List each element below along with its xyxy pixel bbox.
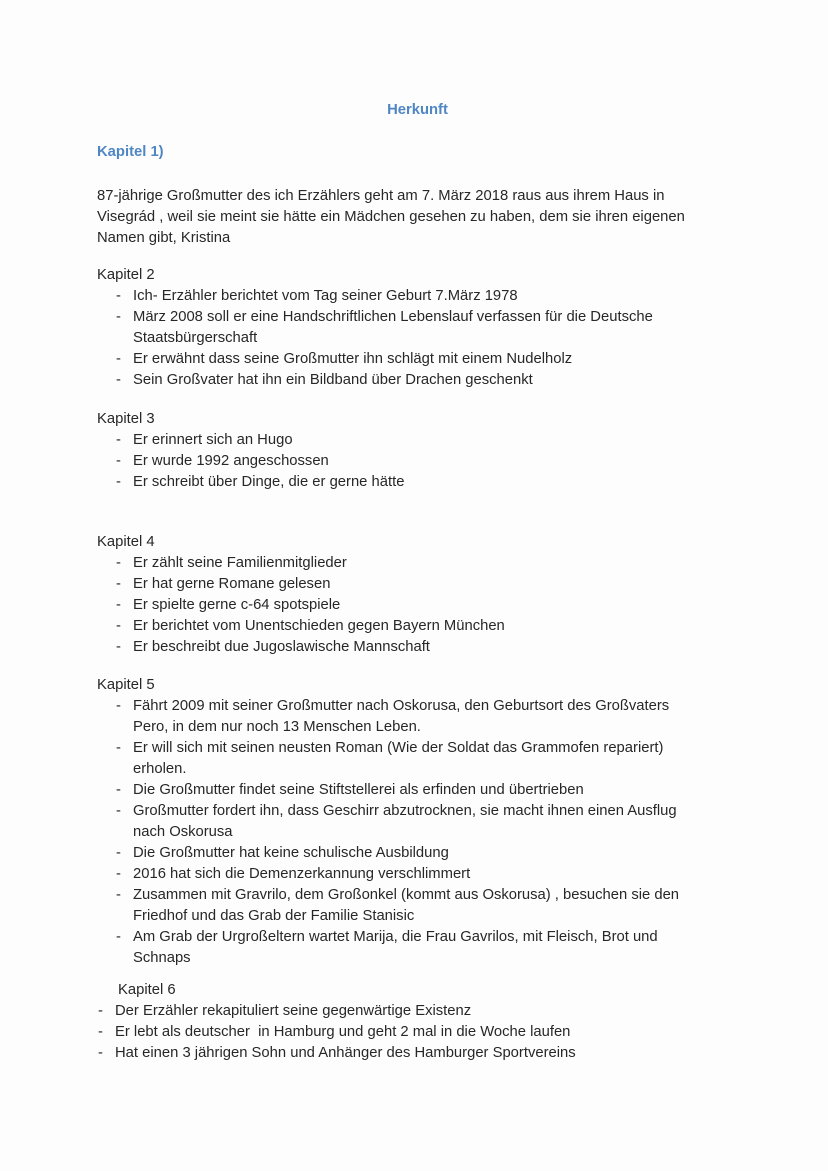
bullet-text xyxy=(133,553,738,574)
bullet-dash: - xyxy=(98,1024,103,1040)
bullet-text xyxy=(115,1043,738,1064)
bullet-dash: - xyxy=(98,1045,103,1061)
bullet-line: Ich- Erzähler berichtet vom Tag seiner Geburt 7.März 1978 xyxy=(133,288,518,304)
bullet-line: Sein Großvater hat ihn ein Bildband über Drachen geschenkt xyxy=(133,372,533,388)
bullet-text xyxy=(133,307,738,349)
bullet-text xyxy=(133,286,738,307)
bullet-text xyxy=(115,1001,738,1022)
bullet-list xyxy=(97,553,738,658)
bullet-item xyxy=(116,451,738,472)
bullet-text xyxy=(133,574,738,595)
bullet-line: Zusammen mit Gravrilo, dem Großonkel (kommt aus Oskorusa) , besuchen sie den xyxy=(133,887,680,903)
paragraph xyxy=(97,186,738,249)
section-kapitel-4 xyxy=(97,532,738,658)
bullet-line: Er wurde 1992 angeschossen xyxy=(133,453,329,469)
bullet-dash: - xyxy=(116,803,121,819)
bullet-item xyxy=(116,370,738,391)
bullet-item xyxy=(116,801,738,843)
bullet-line: nach Oskorusa xyxy=(133,824,233,840)
bullet-item xyxy=(116,595,738,616)
bullet-text xyxy=(133,843,738,864)
bullet-text xyxy=(133,349,738,370)
bullet-item xyxy=(116,574,738,595)
bullet-text xyxy=(133,472,738,493)
section-heading: Kapitel 4 xyxy=(97,534,155,550)
bullet-line: März 2008 soll er eine Handschriftlichen Lebenslauf verfassen für die Deutsche xyxy=(133,309,653,325)
doc-title: Herkunft xyxy=(387,102,448,118)
bullet-line: Er schreibt über Dinge, die er gerne hätte xyxy=(133,474,405,490)
bullet-dash: - xyxy=(116,740,121,756)
bullet-line: Er lebt als deutscher in Hamburg und geht 2 mal in die Woche laufen xyxy=(115,1024,571,1040)
bullet-item xyxy=(116,553,738,574)
bullet-dash: - xyxy=(116,929,121,945)
bullet-text xyxy=(133,864,738,885)
bullet-line: Er will sich mit seinen neusten Roman (Wie der Soldat das Grammofen repariert) xyxy=(133,740,664,756)
bullet-dash: - xyxy=(116,288,121,304)
bullet-dash: - xyxy=(116,845,121,861)
bullet-dash: - xyxy=(116,639,121,655)
bullet-item xyxy=(116,927,738,969)
section-heading: Kapitel 3 xyxy=(97,411,155,427)
bullet-item xyxy=(116,696,738,738)
bullet-dash: - xyxy=(98,1003,103,1019)
bullet-text xyxy=(133,451,738,472)
bullet-item xyxy=(116,780,738,801)
bullet-item xyxy=(98,1001,738,1022)
bullet-line: Er zählt seine Familienmitglieder xyxy=(133,555,347,571)
bullet-text xyxy=(133,801,738,843)
bullet-dash: - xyxy=(116,887,121,903)
bullet-dash: - xyxy=(116,453,121,469)
paragraph-line: Visegrád , weil sie meint sie hätte ein Mädchen gesehen zu haben, dem sie ihren eigenen xyxy=(97,209,685,225)
bullet-dash: - xyxy=(116,555,121,571)
section-kapitel-1 xyxy=(97,142,738,249)
bullet-item xyxy=(116,637,738,658)
bullet-text xyxy=(133,370,738,391)
bullet-item xyxy=(116,738,738,780)
bullet-dash: - xyxy=(116,576,121,592)
bullet-dash: - xyxy=(116,618,121,634)
bullet-item xyxy=(116,864,738,885)
section-kapitel-2 xyxy=(97,265,738,391)
bullet-item xyxy=(116,349,738,370)
bullet-line: Er erinnert sich an Hugo xyxy=(133,432,293,448)
section-kapitel-6 xyxy=(97,980,738,1064)
bullet-line: erholen. xyxy=(133,761,187,777)
bullet-text xyxy=(133,595,738,616)
bullet-dash: - xyxy=(116,372,121,388)
bullet-list xyxy=(97,286,738,391)
bullet-line: 2016 hat sich die Demenzerkannung verschlimmert xyxy=(133,866,471,882)
bullet-line: Er spielte gerne c-64 spotspiele xyxy=(133,597,341,613)
bullet-dash: - xyxy=(116,474,121,490)
bullet-line: Fährt 2009 mit seiner Großmutter nach Oskorusa, den Geburtsort des Großvaters xyxy=(133,698,670,714)
bullet-line: Staatsbürgerschaft xyxy=(133,330,258,346)
bullet-dash: - xyxy=(116,866,121,882)
bullet-line: Am Grab der Urgroßeltern wartet Marija, die Frau Gavrilos, mit Fleisch, Brot und xyxy=(133,929,658,945)
bullet-line: Er berichtet vom Unentschieden gegen Bayern München xyxy=(133,618,505,634)
bullet-line: Die Großmutter findet seine Stiftstellerei als erfinden und übertrieben xyxy=(133,782,584,798)
bullet-dash: - xyxy=(116,782,121,798)
bullet-list xyxy=(97,696,738,969)
bullet-text xyxy=(133,885,738,927)
section-heading: Kapitel 6 xyxy=(118,982,176,998)
bullet-dash: - xyxy=(116,432,121,448)
bullet-item xyxy=(116,472,738,493)
bullet-line: Der Erzähler rekapituliert seine gegenwärtige Existenz xyxy=(115,1003,472,1019)
bullet-item xyxy=(116,616,738,637)
bullet-dash: - xyxy=(116,698,121,714)
bullet-text xyxy=(133,738,738,780)
section-kapitel-5 xyxy=(97,675,738,969)
paragraph-line: Namen gibt, Kristina xyxy=(97,230,231,246)
bullet-line: Die Großmutter hat keine schulische Ausbildung xyxy=(133,845,449,861)
bullet-item xyxy=(116,307,738,349)
bullet-list xyxy=(97,430,738,493)
bullet-line: Pero, in dem nur noch 13 Menschen Leben. xyxy=(133,719,421,735)
bullet-line: Hat einen 3 jährigen Sohn und Anhänger des Hamburger Sportvereins xyxy=(115,1045,576,1061)
bullet-dash: - xyxy=(116,351,121,367)
bullet-line: Er beschreibt due Jugoslawische Mannschaft xyxy=(133,639,430,655)
paragraph-line: 87-jährige Großmutter des ich Erzählers geht am 7. März 2018 raus aus ihrem Haus in xyxy=(97,188,665,204)
bullet-item xyxy=(116,286,738,307)
bullet-line: Schnaps xyxy=(133,950,191,966)
section-heading: Kapitel 2 xyxy=(97,267,155,283)
section-kapitel-3 xyxy=(97,409,738,493)
bullet-list xyxy=(97,1001,738,1064)
bullet-line: Friedhof und das Grab der Familie Stanisic xyxy=(133,908,415,924)
bullet-text xyxy=(133,430,738,451)
bullet-text xyxy=(133,616,738,637)
bullet-text xyxy=(115,1022,738,1043)
bullet-line: Er erwähnt dass seine Großmutter ihn schlägt mit einem Nudelholz xyxy=(133,351,573,367)
bullet-text xyxy=(133,637,738,658)
bullet-item xyxy=(98,1022,738,1043)
section-heading: Kapitel 1) xyxy=(97,144,164,160)
bullet-dash: - xyxy=(116,309,121,325)
bullet-item xyxy=(98,1043,738,1064)
bullet-text xyxy=(133,927,738,969)
section-heading: Kapitel 5 xyxy=(97,677,155,693)
bullet-text xyxy=(133,696,738,738)
bullet-dash: - xyxy=(116,597,121,613)
bullet-line: Großmutter fordert ihn, dass Geschirr abzutrocknen, sie macht ihnen einen Ausflug xyxy=(133,803,677,819)
bullet-text xyxy=(133,780,738,801)
bullet-item xyxy=(116,885,738,927)
bullet-item xyxy=(116,430,738,451)
bullet-item xyxy=(116,843,738,864)
bullet-line: Er hat gerne Romane gelesen xyxy=(133,576,331,592)
